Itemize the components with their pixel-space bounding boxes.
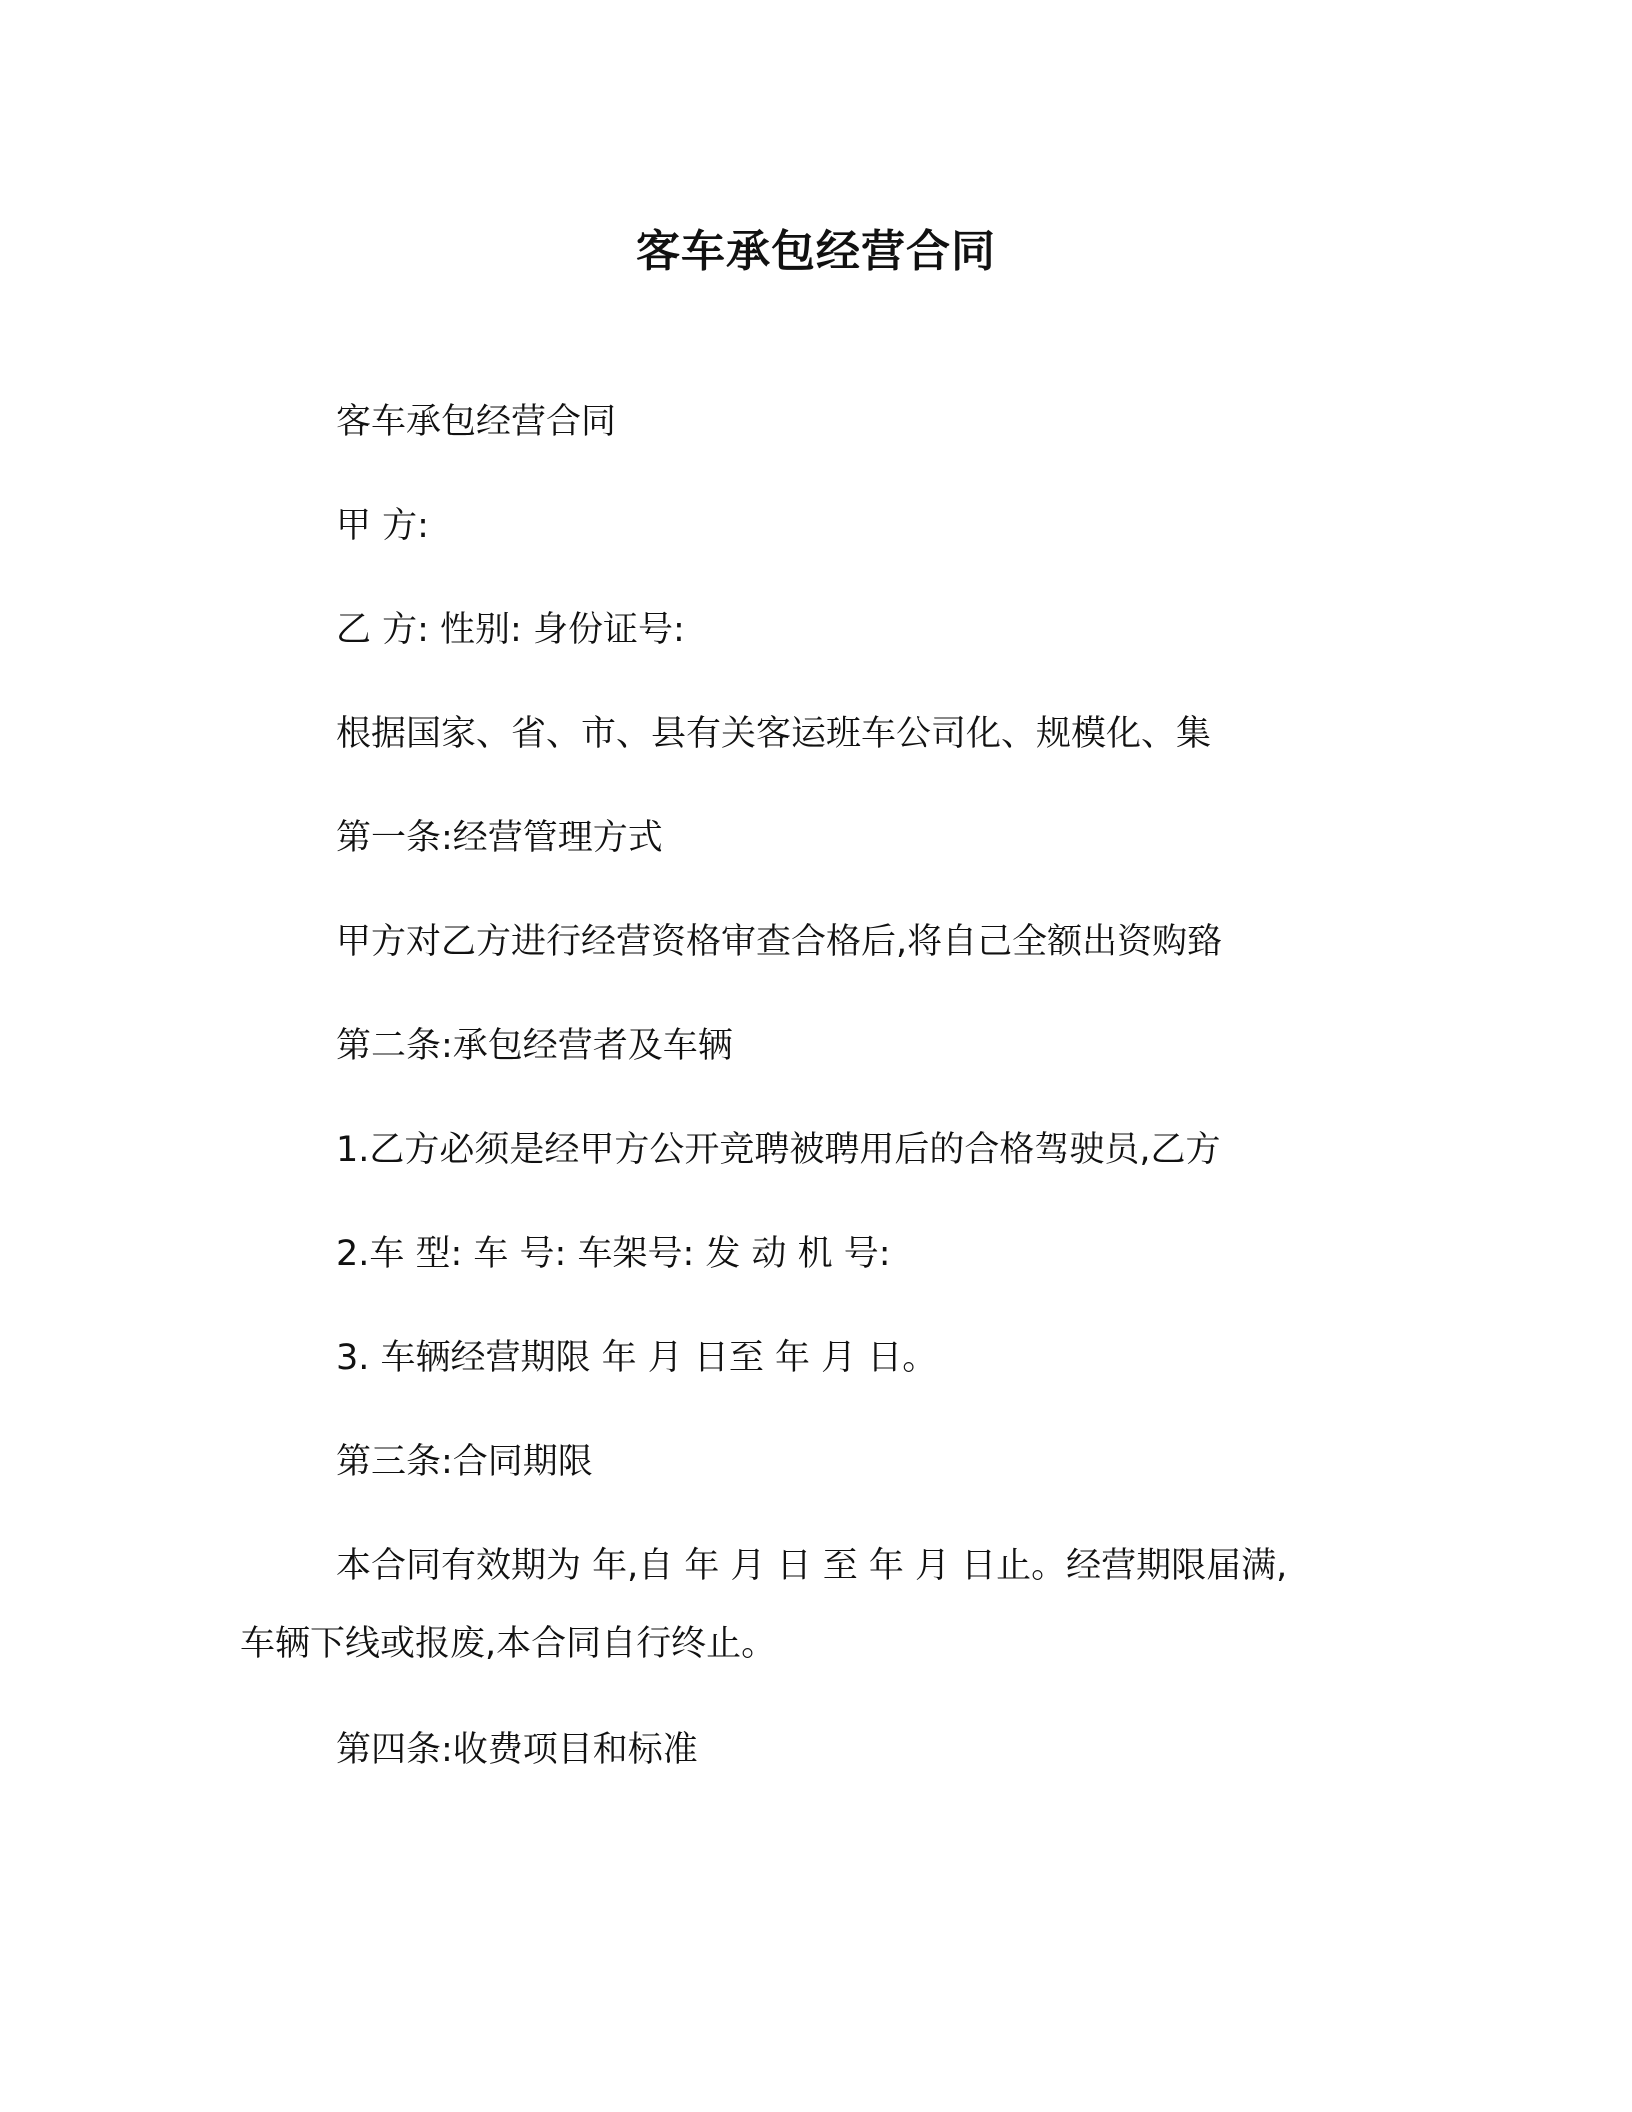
paragraph-contract-name: 客车承包经营合同 — [336, 402, 617, 442]
paragraph-article-3-body-line-1: 本合同有效期为 年,自 年 月 日 至 年 月 日止。经营期限届满, — [336, 1546, 1288, 1586]
paragraph-article-2-heading: 第二条:承包经营者及车辆 — [336, 1026, 733, 1066]
paragraph-party-a: 甲 方: — [336, 506, 429, 546]
paragraph-article-1-body: 甲方对乙方进行经营资格审查合格后,将自己全额出资购臵 — [336, 922, 1223, 962]
paragraph-party-b: 乙 方: 性别: 身份证号: — [336, 610, 685, 650]
paragraph-article-3-body-line-2: 车辆下线或报废,本合同自行终止。 — [240, 1624, 777, 1664]
paragraph-article-3-heading: 第三条:合同期限 — [336, 1442, 593, 1482]
paragraph-article-4-heading: 第四条:收费项目和标准 — [336, 1730, 698, 1770]
paragraph-article-1-heading: 第一条:经营管理方式 — [336, 818, 663, 858]
paragraph-article-2-item-2: 2.车 型: 车 号: 车架号: 发 动 机 号: — [336, 1234, 891, 1274]
paragraph-article-3-body — [240, 1542, 1390, 1668]
paragraph-preamble: 根据国家、省、市、县有关客运班车公司化、规模化、集 — [336, 714, 1212, 754]
paragraph-article-2-item-3: 3. 车辆经营期限 年 月 日至 年 月 日。 — [336, 1338, 938, 1378]
document-title: 客车承包经营合同 — [636, 226, 996, 277]
paragraph-article-2-item-1: 1.乙方必须是经甲方公开竞聘被聘用后的合格驾驶员,乙方 — [336, 1130, 1221, 1170]
